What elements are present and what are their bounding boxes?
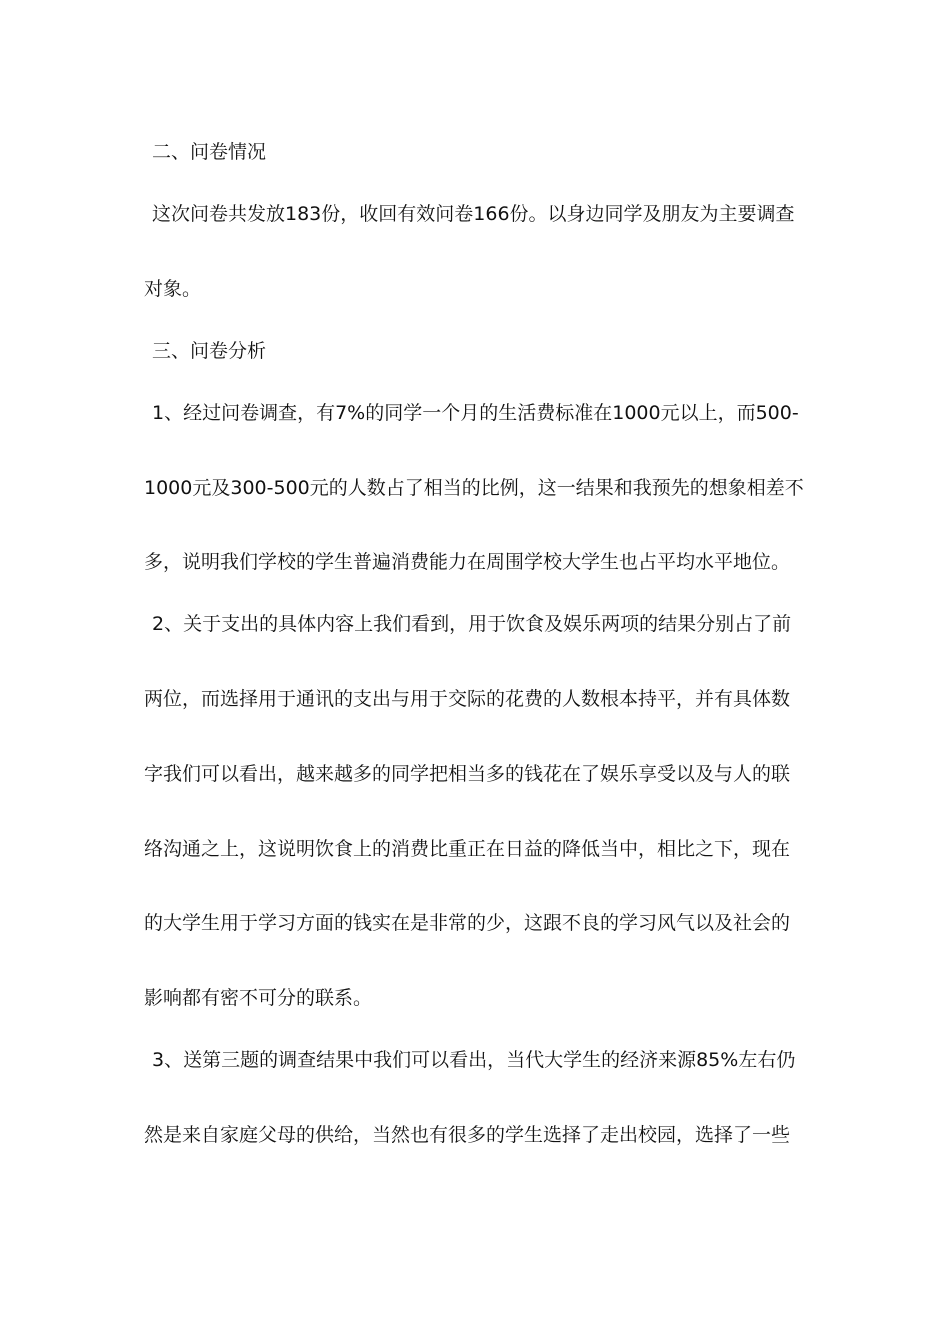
paragraph-line: 影响都有密不可分的联系。 bbox=[144, 987, 373, 1009]
paragraph-line: 两位，而选择用于通讯的支出与用于交际的花费的人数根本持平，并有具体数 bbox=[144, 688, 791, 710]
paragraph-line: 络沟通之上，这说明饮食上的消费比重正在日益的降低当中，相比之下，现在 bbox=[144, 838, 791, 860]
paragraph-line: 然是来自家庭父母的供给，当然也有很多的学生选择了走出校园，选择了一些 bbox=[144, 1124, 791, 1146]
paragraph-line: 1、经过问卷调查，有7%的同学一个月的生活费标准在1000元以上，而500- bbox=[152, 402, 799, 424]
paragraph-line: 1000元及300-500元的人数占了相当的比例，这一结果和我预先的想象相差不 bbox=[144, 477, 804, 499]
paragraph-line: 的大学生用于学习方面的钱实在是非常的少，这跟不良的学习风气以及社会的 bbox=[144, 912, 791, 934]
paragraph-line: 多，说明我们学校的学生普遍消费能力在周围学校大学生也占平均水平地位。 bbox=[144, 551, 791, 573]
paragraph-line: 这次问卷共发放183份，收回有效问卷166份。以身边同学及朋友为主要调查 bbox=[152, 203, 795, 225]
section-heading-questionnaire-overview: 二、问卷情况 bbox=[152, 141, 267, 163]
paragraph-line: 2、关于支出的具体内容上我们看到，用于饮食及娱乐两项的结果分别占了前 bbox=[152, 613, 792, 635]
paragraph-line: 对象。 bbox=[144, 278, 202, 300]
paragraph-line: 3、送第三题的调查结果中我们可以看出，当代大学生的经济来源85%左右仍 bbox=[152, 1049, 796, 1071]
section-heading-questionnaire-analysis: 三、问卷分析 bbox=[152, 340, 267, 362]
paragraph-line: 字我们可以看出，越来越多的同学把相当多的钱花在了娱乐享受以及与人的联 bbox=[144, 763, 791, 785]
